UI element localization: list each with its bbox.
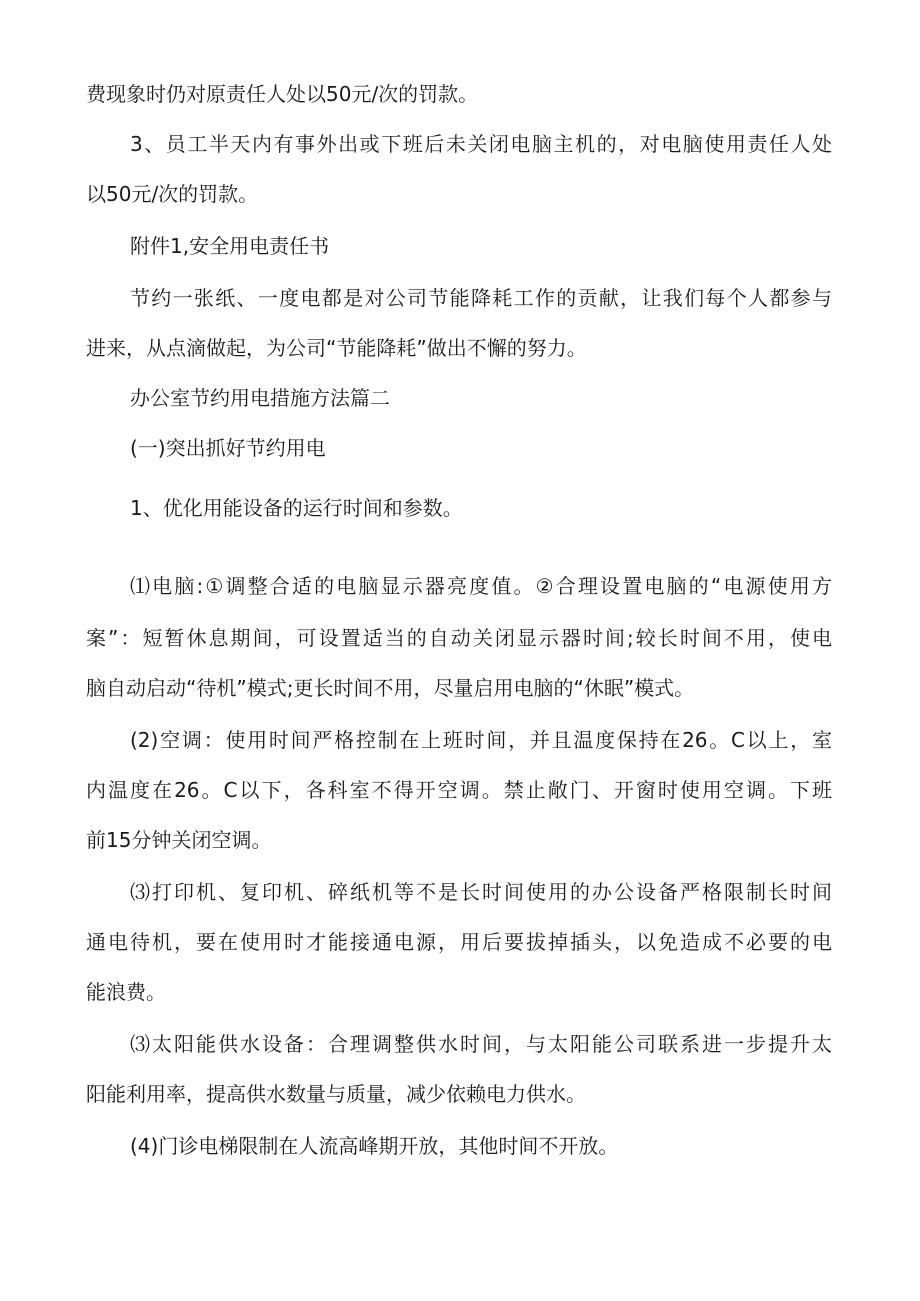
text-line: 3、员工半天内有事外出或下班后未关闭电脑主机的，对电脑使用责任人处 [130,132,832,156]
text-line: 脑自动启动“待机”模式;更长时间不用，尽量启用电脑的“休眠”模式。 [86,676,695,700]
text-line: 能浪费。 [86,980,166,1004]
text-line: 通电待机，要在使用时才能接通电源，用后要拔掉插头，以免造成不必要的电 [86,930,832,954]
text-line: ⑶太阳能供水设备：合理调整供水时间，与太阳能公司联系进一步提升太 [130,1032,832,1056]
text-line: ⑶打印机、复印机、碎纸机等不是长时间使用的办公设备严格限制长时间 [130,880,832,904]
text-line: 案”：短暂休息期间，可设置适当的自动关闭显示器时间;较长时间不用，使电 [86,626,832,650]
text-line: 进来，从点滴做起，为公司“节能降耗”做出不懈的努力。 [86,336,587,360]
section-heading: 办公室节约用电措施方法篇二 [130,386,390,410]
text-line: 内温度在26。C以下，各科室不得开空调。禁止敞门、开窗时使用空调。下班 [86,778,832,802]
text-line: 节约一张纸、一度电都是对公司节能降耗工作的贡献，让我们每个人都参与 [130,286,832,310]
item-heading: 1、优化用能设备的运行时间和参数。 [130,496,463,520]
text-line: (2)空调：使用时间严格控制在上班时间，并且温度保持在26。C以上，室 [130,728,832,752]
text-line: 阳能利用率，提高供水数量与质量，减少依赖电力供水。 [86,1082,586,1106]
text-line: (4)门诊电梯限制在人流高峰期开放，其他时间不开放。 [130,1134,619,1158]
text-line: ⑴电脑:①调整合适的电脑显示器亮度值。②合理设置电脑的“电源使用方 [130,574,832,598]
text-line: 费现象时仍对原责任人处以50元/次的罚款。 [86,82,479,106]
text-line: 前15分钟关闭空调。 [86,828,272,852]
text-line: 以50元/次的罚款。 [86,182,259,206]
text-line: 附件1,安全用电责任书 [130,234,330,258]
subsection-heading: (一)突出抓好节约用电 [130,436,326,460]
